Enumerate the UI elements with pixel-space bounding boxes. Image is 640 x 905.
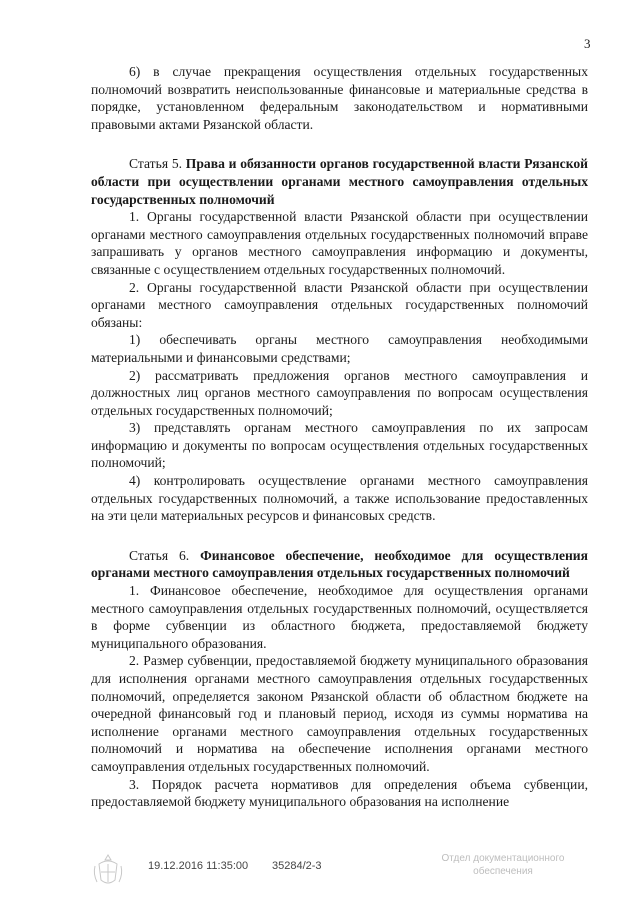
article-5-item-3: 3) представлять органам местного самоуправления по их запросам информацию и документы по вопросам осуществления отдельных государственных полномочий;	[91, 420, 588, 471]
article-6-heading	[91, 547, 588, 582]
article-6-title: Финансовое обеспечение, необходимое для осуществления органами местного самоуправления отдельных государственных полномочий	[91, 547, 588, 581]
footer-doc-number: 35284/2-3	[272, 860, 322, 872]
footer-date: 19.12.2016 11:35:00	[148, 860, 249, 872]
article-5-paragraph-2: 2. Органы государственной власти Рязанской области при осуществлении органами местного самоуправления отдельных государственных полномочий обязаны:	[91, 279, 588, 330]
article-5-item-4: 4) контролировать осуществление органами местного самоуправления отдельных государственных полномочий, а также использование предоставленных на эти цели материальных ресурсов и финансовых средств.	[91, 473, 588, 524]
footer-stamp-line-1: Отдел документационного	[441, 853, 565, 864]
footer-stamp	[418, 852, 588, 878]
article-5-heading	[91, 155, 588, 208]
document-body	[91, 63, 588, 811]
page-number: 3	[584, 36, 591, 51]
article-5-paragraph-1: 1. Органы государственной власти Рязанской области при осуществлении органами местного самоуправления отдельных государственных полномочий вправе запрашивать у органов местного самоуправления информацию и документы, связанные с осуществлением отдельных государственных полномочий.	[91, 209, 588, 277]
intro-item-6: 6) в случае прекращения осуществления отдельных государственных полномочий возвратить неиспользованные финансовые и материальные средства в порядке, установленном федеральным законодательством и нормативными правовыми актами Рязанской области.	[91, 64, 588, 132]
coat-of-arms-logo	[91, 852, 125, 888]
footer-stamp-line-2: обеспечения	[473, 866, 533, 877]
article-5-item-1: 1) обеспечивать органы местного самоуправления необходимыми материальными и финансовыми средствами;	[91, 332, 588, 365]
article-6-paragraph-1: 1. Финансовое обеспечение, необходимое для осуществления органами местного самоуправления отдельных государственных полномочий, осуществляется в форме субвенции из областного бюджета, предоставляемой бюджету муниципального образования.	[91, 583, 588, 651]
article-6-prefix: Статья 6.	[129, 547, 201, 563]
article-5-prefix: Статья 5.	[129, 156, 186, 172]
article-6-paragraph-2: 2. Размер субвенции, предоставляемой бюджету муниципального образования для исполнения органами местного самоуправления отдельных государственных полномочий, определяется законом Рязанской области об областном бюджете на очередной финансовый год и плановый период, исходя из суммы норматива на исполнение органами местного самоуправления отдельных государственных полномочий и норматива на обеспечение исполнения органами местного самоуправления отдельных государственных полномочий.	[91, 653, 588, 774]
article-5-item-2: 2) рассматривать предложения органов местного самоуправления и должностных лиц органов местного самоуправления по вопросам осуществления отдельных государственных полномочий;	[91, 367, 588, 418]
article-5-title: Права и обязанности органов государственной власти Рязанской области при осуществлении органами местного самоуправления отдельных государственных полномочий	[91, 156, 588, 207]
article-6-paragraph-3: 3. Порядок расчета нормативов для определения объема субвенции, предоставляемой бюджету муниципального образования на исполнение	[91, 776, 588, 810]
